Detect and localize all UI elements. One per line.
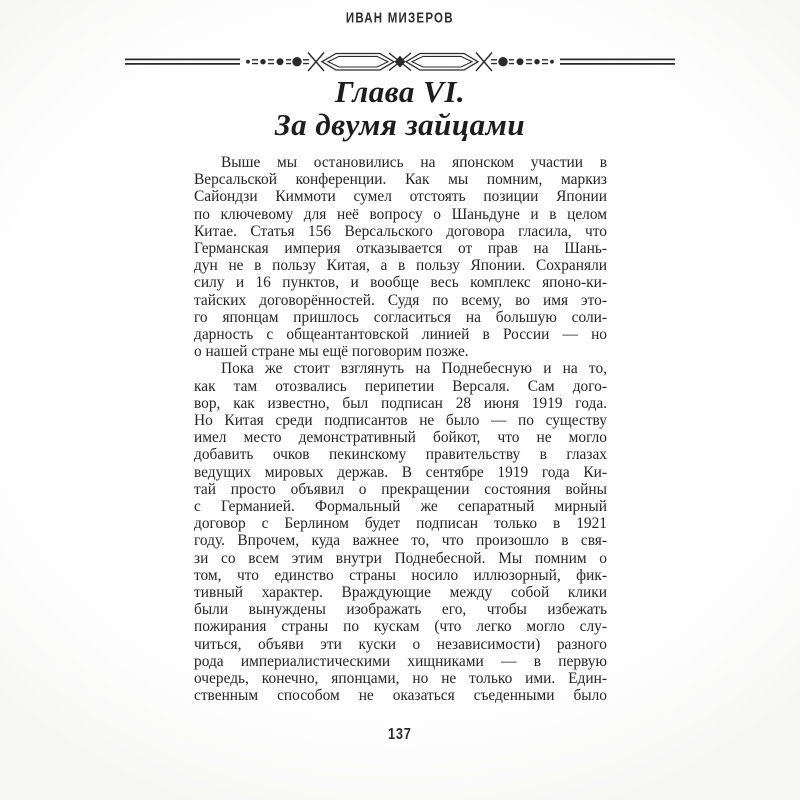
text-line: о нашей стране мы ещё поговорим позже. (194, 343, 469, 361)
text-line: Но Китая среди подписантов не было — по существу (194, 412, 607, 430)
ornamental-rule-divider-icon (125, 48, 675, 76)
paragraph (194, 154, 607, 360)
chapter-title-line2: За двумя зайцами (274, 107, 526, 142)
text-line: с Германией. Формальный же сепаратный мирный (194, 498, 607, 516)
text-line: имел место демонстративный бойкот, что не могло (194, 429, 607, 447)
text-line: тивный характер. Враждующие между собой клики (194, 584, 607, 602)
text-line: очередь, конечно, японцами, но не только ими. Един- (194, 670, 607, 688)
text-line: пожирания страны по кускам (что легко могло слу- (194, 618, 607, 636)
text-line: Сайондзи Киммоти сумел отстоять позиции Японии (194, 188, 607, 206)
text-line: Пока же стоит взглянуть на Поднебесную и на то, (221, 360, 607, 378)
page-number (0, 726, 800, 744)
text-line: как там отозвались перипетии Версаля. Сам дого- (194, 377, 607, 395)
text-line: по ключевому для неё вопросу о Шаньдуне и в целом (194, 205, 607, 223)
text-line: ственным способом не оказаться съеденными было (194, 687, 607, 705)
text-line: были вынуждены изображать его, чтобы избежать (194, 601, 607, 619)
page-number-value: 137 (388, 726, 412, 743)
text-line: Германская империя отказывается от прав на Шань- (194, 240, 607, 258)
text-line: читься, объяви эти куски о независимости) разного (194, 635, 607, 653)
text-line: Версальской конференции. Как мы помним, маркиз (194, 171, 607, 189)
text-line: Выше мы остановились на японском участии в (221, 154, 607, 171)
text-line: вор, как известно, был подписан 28 июня 1919 года. (194, 394, 607, 412)
chapter-title (0, 75, 800, 141)
author-name: ИВАН МИЗЕРОВ (346, 8, 454, 26)
text-line: го японцам пришлось согласиться на большую соли- (194, 308, 607, 326)
text-line: дарность с общеантантовской линией в России — но (194, 326, 607, 344)
paragraph (194, 360, 607, 704)
text-line: рода империалистическими хищниками — в первую (194, 652, 607, 670)
running-header (0, 9, 800, 27)
text-line: договор с Берлином будет подписан только в 1921 (194, 515, 607, 533)
chapter-title-line1: Глава VI. (334, 74, 466, 109)
text-line: году. Впрочем, куда важнее то, что произошло в свя- (194, 532, 607, 550)
text-line: тайских договорённостей. Судя по всему, во имя это- (194, 291, 607, 309)
text-line: Китае. Статья 156 Версальского договора гласила, что (194, 222, 607, 240)
text-line: ведущих мировых держав. В сентябре 1919 года Ки- (194, 463, 607, 481)
text-line: силу и 16 пунктов, и вообще весь комплекс японо-ки- (194, 274, 607, 292)
text-line: добавить очков пекинскому правительству в глазах (194, 446, 607, 464)
body-text (194, 154, 607, 705)
text-line: зи со всем этим внутри Поднебесной. Мы помним о (194, 549, 607, 567)
text-line: дун не в пользу Китая, а в пользу Японии. Сохраняли (194, 257, 607, 275)
text-line: том, что единство страны носило иллюзорный, фик- (194, 566, 607, 584)
text-line: тай просто объявил о прекращении состояния войны (194, 480, 607, 498)
